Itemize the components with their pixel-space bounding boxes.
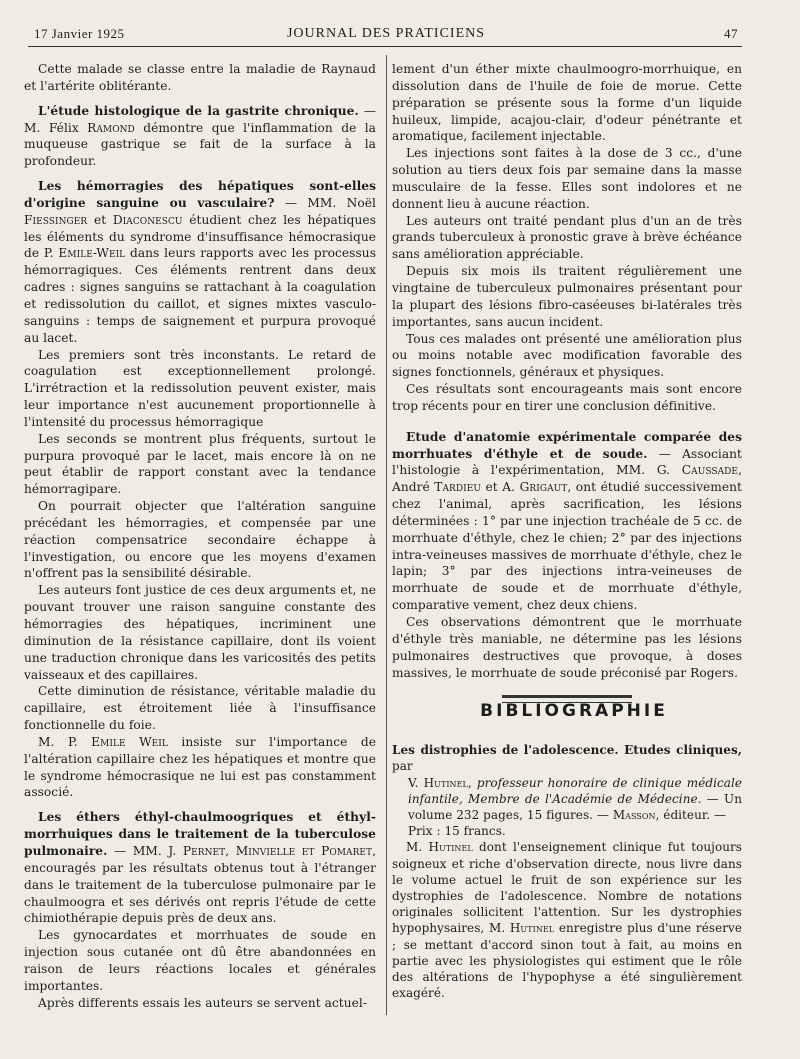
page-number: 47 <box>724 26 738 41</box>
book-reference: Les distrophies de l'adolescence. Etudes cliniques, par <box>392 743 742 774</box>
header-rule <box>28 46 742 47</box>
article-ethers: Les éthers éthyl-chaulmoogriques et éthyl-morrhuiques dans le traitement de la tuberculose pulmonaire. — MM. J. Pernet, Minvielle et Pomaret, encouragés par les résultats obtenus tout à l'étranger dans le traitement de la tuberculose pulmonaire par le chaulmoogra et ses dérivés ont repris l'étude de cette chimiothérapie depuis près de deux ans. <box>24 810 376 926</box>
publisher-name: Masson <box>612 808 656 823</box>
paragraph: Cette malade se classe entre la maladie de Raynaud et l'artérite oblitérante. <box>24 62 376 93</box>
author-name: Diaconescu <box>112 212 183 227</box>
article-title: Les éthers éthyl-chaulmoogriques et éthyl-morrhuiques dans le traitement de la tuberculose pulmonaire. <box>24 810 376 858</box>
author-name: Pernet, Minvielle et Pomaret, <box>182 843 376 858</box>
paragraph: Ces résultats sont encourageants mais sont encore trop récents pour en tirer une conclusion définitive. <box>392 382 742 413</box>
book-details: V. Hutinel, professeur honoraire de clinique médicale infantile, Membre de l'Académie de Médecine. — Un volume 232 pages, 15 figures. — Masson, éditeur. — <box>408 775 742 823</box>
author-name: Fiessinger <box>24 212 88 227</box>
article-title: L'étude histologique de la gastrite chronique. <box>38 103 359 118</box>
paragraph: Les auteurs ont traité pendant plus d'un an de très grands tuberculeux à pronostic grave à brève échéance sans amélioration appréciable. <box>392 213 742 262</box>
issue-date: 17 Janvier 1925 <box>34 26 125 41</box>
book-price: Prix : 15 francs. <box>408 824 506 839</box>
author-name: V. Hutinel, <box>408 775 472 790</box>
left-column <box>24 61 376 1011</box>
author-name: Ramond <box>87 120 135 135</box>
paragraph: Les premiers sont très inconstants. Le retard de coagulation est exceptionnellement prolongé. L'irrétraction et la redissolution peuvent exister, mais leur importance n'est aucunement proportionnelle à l'intensité du processus hémorragique <box>24 347 376 429</box>
article-morrhuates: Etude d'anatomie expérimentale comparée des morrhuates d'éthyle et de soude. — Associant l'histologie à l'expérimentation, MM. G. Caussade, André Tardieu et A. Grigaut, ont étudié successivement chez l'animal, après sacrification, les lésions déterminées : 1° par une injection trachéale de 5 cc. de morrhuate d'éthyle, chez le chien; 2° par des injections intra-veineuses massives de morrhuate d'éthyle, chez le lapin; 3° par des injections intra-veineuses de morrhuate de soude et de morrhuate d'éthyle, comparative vement, chez deux chiens. <box>392 429 742 613</box>
article-hemorragies: Les hémorragies des hépatiques sont-elles d'origine sanguine ou vasculaire? — MM. Noël Fiessinger et Diaconescu étudient chez les hépatiques les éléments du syndrome d'insuffisance hémocrasique de P. Emile-Weil dans leurs rapports avec les processus hémorragiques. Ces éléments rentrent dans deux cadres : signes sanguins se rattachant à la coagulation et redissolution du caillot, et signes mixtes vasculo-sanguins : temps de saignement et purpura provoqué au lacet. <box>24 179 376 345</box>
paragraph: Après differents essais les auteurs se servent actuel- <box>38 995 368 1010</box>
bibliographie-heading: BIBLIOGRAPHIE <box>480 701 668 722</box>
author-name: Emile-Weil <box>58 246 126 261</box>
paragraph: M. P. Emile Weil insiste sur l'importance de l'altération capillaire chez les hépatiques et montre que le syndrome hémocrasique ne lui est pas constamment associé. <box>24 734 376 800</box>
article-gastrite: L'étude histologique de la gastrite chronique. — M. Félix Ramond démontre que l'inflammation de la muqueuse gastrique se fait de la surface à la profondeur. <box>24 103 376 169</box>
paragraph: Les auteurs font justice de ces deux arguments et, ne pouvant trouver une raison sanguine constante des hémorragies des hépatiques, incriminent une diminution de la résistance capillaire, dont ils voient une traduction chronique dans les varicosités des petits vaisseaux et des capillaires. <box>24 583 376 682</box>
bibliography-entry <box>392 742 742 1001</box>
paragraph: Tous ces malades ont présenté une amélioration plus ou moins notable avec modification favorable des signes fonctionnels, généraux et physiques. <box>392 331 742 380</box>
article-title: Etude d'anatomie expérimentale comparée des morrhuates d'éthyle et de soude. <box>392 429 742 461</box>
article-title: Les hémorragies des hépatiques sont-elles d'origine sanguine ou vasculaire? <box>24 179 376 210</box>
author-name: Hutinel <box>428 840 473 855</box>
paragraph: lement d'un éther mixte chaulmoogro-morrhuique, en dissolution dans de l'huile de foie de morue. Cette préparation se présente sous la forme d'un liquide huileux, limpide, acajou-clair, d'odeur pénétrante et aromatique, facilement injectable. <box>392 62 742 144</box>
paragraph: Les seconds se montrent plus fréquents, surtout le purpura provoqué par le lacet, mais encore là on ne peut établir de rapport constant avec la tendance hémorragipare. <box>24 431 376 497</box>
paragraph: Les gynocardates et morrhuates de soude en injection sous cutanée ont dû être abandonnées en raison de leurs réactions locales et générales importantes. <box>24 928 376 993</box>
column-divider <box>386 55 387 1015</box>
right-column <box>392 61 742 1001</box>
review-paragraph: M. Hutinel dont l'enseignement clinique fut toujours soigneux et riche d'observation directe, nous livre dans le volume actuel le fruit de son expérience sur les dystrophies de l'adolescence. Nombre de notations originales sollicitent l'attention. Sur les dystrophies hypophysaires, M. Hutinel enregistre plus d'une réserve ; se mettant d'accord sinon tout à fait, au moins en partie avec les physiologistes qui estiment que le rôle des altérations de l'hypophyse a été singulièrement exagéré. <box>392 840 742 1001</box>
paragraph: Les injections sont faites à la dose de 3 cc., d'une solution au tiers deux fois par semaine dans la masse musculaire de la fesse. Elles sont indolores et ne donnent lieu à aucune réaction. <box>392 146 742 211</box>
author-role: professeur honoraire de clinique médicale infantile, Membre de l'Académie de Médecine. <box>408 775 742 806</box>
author-name: Grigaut <box>519 480 568 495</box>
author-name: Emile Weil <box>91 734 168 749</box>
book-title: Les distrophies de l'adolescence. Etudes cliniques, <box>392 743 742 758</box>
paragraph: Ces observations démontrent que le morrhuate d'éthyle très maniable, ne détermine pas les lésions pulmonaires destructives que provoque, à doses massives, le morrhuate de soude préconisé par Rogers. <box>392 615 742 680</box>
author-name: Caussade <box>681 463 739 478</box>
paragraph: On pourrait objecter que l'altération sanguine précédant les hémorragies, et compensée par une réaction compensatrice secondaire échappe à l'investigation, ou encore que les moyens d'examen n'offrent pas la sensibilité désirable. <box>24 499 376 581</box>
paragraph: Cette diminution de résistance, véritable maladie du capillaire, est étroitement liée à l'insuffisance fonctionnelle du foie. <box>24 684 376 733</box>
paragraph: Depuis six mois ils traitent régulièrement une vingtaine de tuberculeux pulmonaires présentant pour la plupart des lésions fibro-caséeuses bi-latérales très importantes, sans aucun incident. <box>392 264 742 329</box>
journal-title: JOURNAL DES PRATICIENS <box>286 26 486 41</box>
author-name: Tardieu <box>434 480 481 495</box>
page-header <box>34 26 738 44</box>
author-name: Hutinel <box>509 921 555 936</box>
